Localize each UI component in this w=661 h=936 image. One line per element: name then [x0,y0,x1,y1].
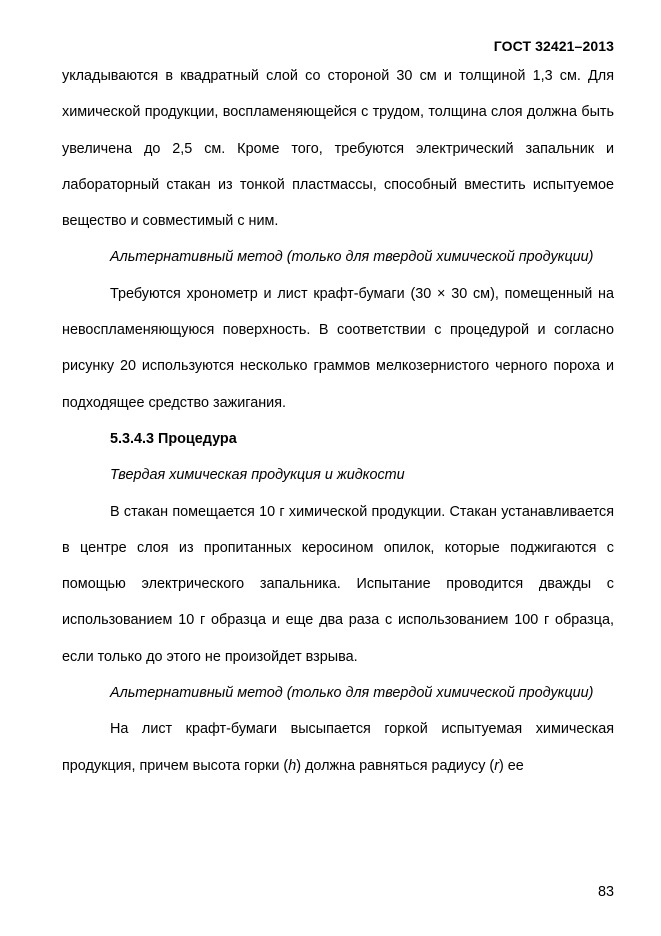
variable-h: h [288,757,297,774]
pile-text-2: ) должна равняться радиусу ( [296,757,495,774]
paragraph-kraft-paper: Требуются хронометр и лист крафт-бумаги (30 × 30 см), помещенный на невоспламеняющуюся поверхность. В соответствии с процедурой и согласно рисунку 20 используются несколько граммов мелкозернистого черного пороха и подходящее средство зажигания. [62,285,614,411]
pile-text-3: ) ее [499,757,524,774]
pile-text-1: На лист крафт-бумаги высыпается горкой испытуемая химическая продукция, причем высота горки ( [62,721,614,774]
paragraph-procedure: В стакан помещается 10 г химической продукции. Стакан устанавливается в центре слоя из пропитанных керосином опилок, которые поджигаются с помощью электрического запальника. Испытание проводится дважды с использованием 10 г образца и еще два раза с использованием 100 г образца, если только до этого не произойдет взрыва. [62,503,614,665]
alternative-method-heading: Альтернативный метод (только для твердой химической продукции) [110,249,594,266]
paragraph-materials: укладываются в квадратный слой со стороной 30 см и толщиной 1,3 см. Для химической продукции, воспламеняющейся с трудом, толщина слоя должна быть увеличена до 2,5 см. Кроме того, требуются электрический запальник и лабораторный стакан из тонкой пластмассы, способный вместить испытуемое вещество и совместимый с ним. [62,68,614,230]
document-header [494,38,614,54]
section-heading-procedure: 5.3.4.3 Процедура [110,430,237,447]
variable-r: r [494,757,499,774]
alternative-method-heading-2: Альтернативный метод (только для твердой химической продукции) [110,685,594,702]
standard-id: ГОСТ 32421–2013 [493,38,614,54]
page-number: 83 [597,884,614,900]
page-content [62,58,614,784]
subsection-solids-liquids: Твердая химическая продукция и жидкости [110,467,405,484]
paragraph-pile [62,711,614,784]
